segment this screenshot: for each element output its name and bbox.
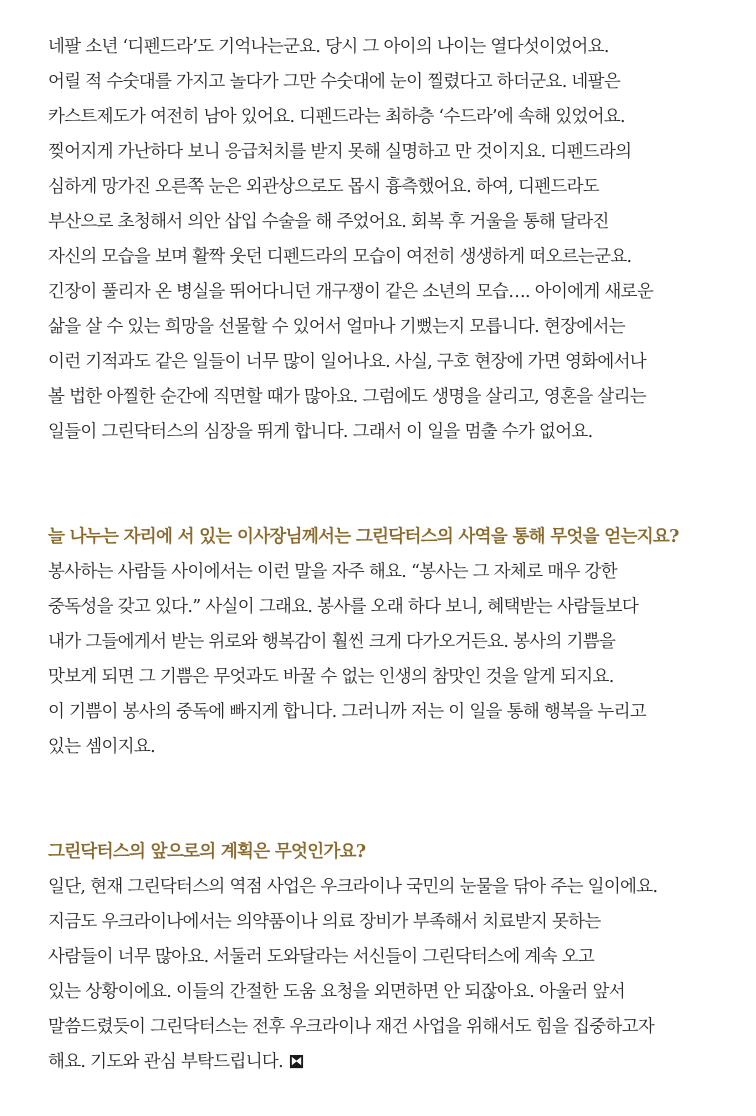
text-line: 볼 법한 아찔한 순간에 직면할 때가 많아요. 그럼에도 생명을 살리고, 영혼을 살리는 (48, 387, 646, 407)
text-line: 이 기쁨이 봉사의 중독에 빠지게 합니다. 그러니까 저는 이 일을 통해 행복을 누리고 (48, 702, 646, 722)
end-of-article-mark-icon (289, 1054, 304, 1069)
text-line: 사람들이 너무 많아요. 서둘러 도와달라는 서신들이 그린닥터스에 계속 오고 (48, 947, 595, 967)
paragraph-dipendra-story (48, 30, 738, 450)
last-text-line (48, 1045, 738, 1080)
text-line: 긴장이 풀리자 온 병실을 뛰어다니던 개구쟁이 같은 소년의 모습…. 아이에게 새로운 (48, 282, 654, 302)
qa-what-gained (48, 520, 738, 765)
text-line: 내가 그들에게서 받는 위로와 행복감이 훨씬 크게 다가오거든요. 봉사의 기쁨을 (48, 632, 616, 652)
text-line: 일들이 그린닥터스의 심장을 뛰게 합니다. 그래서 이 일을 멈출 수가 없어요. (48, 422, 593, 442)
interview-question: 늘 나누는 자리에 서 있는 이사장님께서는 그린닥터스의 사역을 통해 무엇을 얻는지요? (48, 527, 679, 547)
text-line: 있는 셈이지요. (48, 737, 155, 757)
text-line: 자신의 모습을 보며 활짝 웃던 디펜드라의 모습이 여전히 생생하게 떠오르는군요. (48, 247, 632, 267)
text-line: 있는 상황이에요. 이들의 간절한 도움 요청을 외면하면 안 되잖아요. 아울러 앞서 (48, 982, 625, 1002)
text-line: 삶을 살 수 있는 희망을 선물할 수 있어서 얼마나 기뻤는지 모릅니다. 현장에서는 (48, 317, 625, 337)
text-line: 어릴 적 수숫대를 가지고 놀다가 그만 수숫대에 눈이 찔렸다고 하더군요. 네팔은 (48, 72, 621, 92)
interview-question: 그린닥터스의 앞으로의 계획은 무엇인가요? (48, 842, 366, 862)
text-line: 찢어지게 가난하다 보니 응급처치를 받지 못해 실명하고 만 것이지요. 디펜드라의 (48, 142, 632, 162)
text-line: 부산으로 초청해서 의안 삽입 수술을 해 주었어요. 회복 후 거울을 통해 달라진 (48, 212, 609, 232)
text-line: 카스트제도가 여전히 남아 있어요. 디펜드라는 최하층 ‘수드라’에 속해 있었어요. (48, 107, 625, 127)
text-line: 봉사하는 사람들 사이에서는 이런 말을 자주 해요. “봉사는 그 자체로 매우 강한 (48, 562, 617, 582)
text-line: 네팔 소년 ‘디펜드라’도 기억나는군요. 당시 그 아이의 나이는 열다섯이었어요. (48, 37, 609, 57)
text-line: 중독성을 갖고 있다.” 사실이 그래요. 봉사를 오래 하다 보니, 혜택받는 사람들보다 (48, 597, 639, 617)
text-line: 지금도 우크라이나에서는 의약품이나 의료 장비가 부족해서 치료받지 못하는 (48, 912, 601, 932)
text-line: 말씀드렸듯이 그린닥터스는 전후 우크라이나 재건 사업을 위해서도 힘을 집중하고자 (48, 1017, 655, 1037)
text-line-content: 해요. 기도와 관심 부탁드립니다. (48, 1052, 283, 1072)
text-line: 이런 기적과도 같은 일들이 너무 많이 일어나요. 사실, 구호 현장에 가면 영화에서나 (48, 352, 646, 372)
article-body (48, 30, 738, 1080)
text-line: 맛보게 되면 그 기쁨은 무엇과도 바꿀 수 없는 인생의 참맛인 것을 알게 되지요. (48, 667, 614, 687)
text-line: 일단, 현재 그린닥터스의 역점 사업은 우크라이나 국민의 눈물을 닦아 주는 일이에요. (48, 877, 658, 897)
text-line: 심하게 망가진 오른쪽 눈은 외관상으로도 몹시 흉측했어요. 하여, 디펜드라도 (48, 177, 599, 197)
qa-future-plans (48, 835, 738, 1080)
